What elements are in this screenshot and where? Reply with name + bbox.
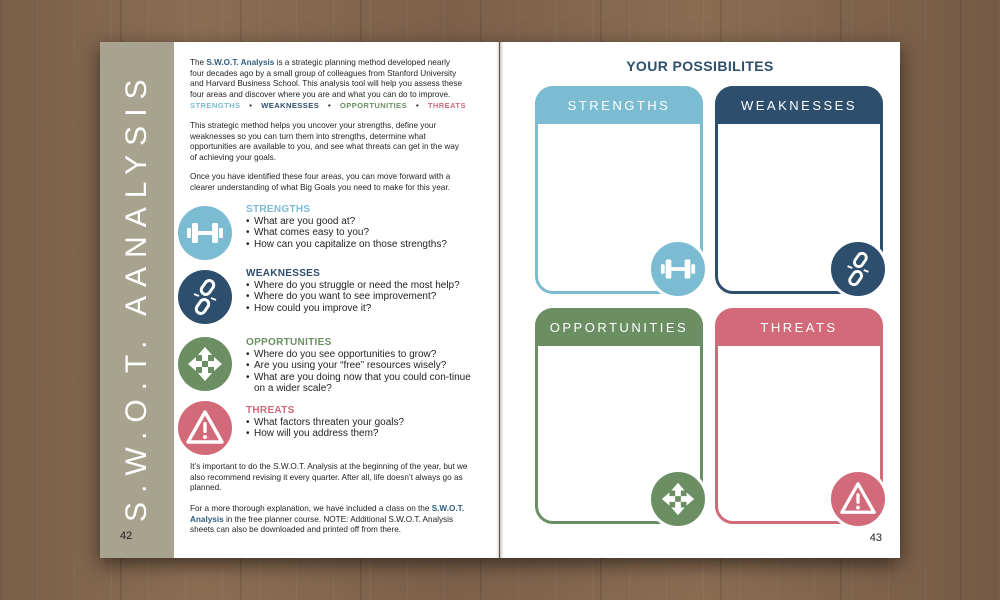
left-page <box>100 42 499 558</box>
warning-icon <box>828 469 888 529</box>
list-item: • Where do you see opportunities to grow? <box>246 349 478 360</box>
swot-course-link[interactable]: S.W.O.T. Analysis <box>190 504 464 524</box>
section-heading: STRENGTHS <box>246 204 311 215</box>
page-title: YOUR POSSIBILITES <box>626 58 774 74</box>
list-item: • What are you doing now that you could con-tinue on a wider scale? <box>246 372 478 395</box>
section-heading: THREATS <box>246 405 295 416</box>
list-item: • Where do you struggle or need the most help? <box>246 280 478 291</box>
section-heading: WEAKNESSES <box>246 268 321 279</box>
list-item: • How could you improve it? <box>246 303 478 314</box>
book-spread <box>100 42 900 558</box>
left-sidebar <box>100 42 174 558</box>
list-item: • What factors threaten your goals? <box>246 417 478 428</box>
four-way-arrows-icon <box>648 469 708 529</box>
vertical-title: S.W.O.T. AANALYSIS <box>120 70 153 522</box>
opportunities-box[interactable] <box>535 308 703 524</box>
intro-block <box>190 58 466 203</box>
paragraph-revise: It’s important to do the S.W.O.T. Analysis at the beginning of the year, but we also recommend revising it every quarter. After all, life doesn’t always go as planned. <box>190 462 468 493</box>
intro-paragraph: The S.W.O.T. Analysis is a strategic planning method developed nearly four decades ago by a small group of colleagues from Stanford University and Harvard Business School. This analysis tool will help you assess these four areas and discover where you are and what you can do to improve. STRENGTHS • WEAKNESSES • OPPORTUNITIES • THREATS <box>190 58 466 111</box>
category-strengths: STRENGTHS <box>190 101 241 111</box>
opportunities-header: OPPORTUNITIES <box>535 308 703 346</box>
list-item: • How will you address them? <box>246 428 478 439</box>
weaknesses-box[interactable] <box>715 86 883 294</box>
section-heading: OPPORTUNITIES <box>246 337 332 348</box>
category-row: STRENGTHS • WEAKNESSES • OPPORTUNITIES • THREATS <box>190 101 466 111</box>
category-opportunities: OPPORTUNITIES <box>339 101 408 111</box>
swot-highlight: S.W.O.T. Analysis <box>206 58 275 67</box>
list-item: • What comes easy to you? <box>246 227 478 238</box>
right-page <box>500 42 900 558</box>
paragraph-big-goals: Once you have identified these four areas, you can move forward with a clearer understanding of what Big Goals you need to make for this year. <box>190 172 451 192</box>
dumbbell-icon <box>178 206 232 260</box>
question-list <box>246 280 478 314</box>
category-weaknesses: WEAKNESSES <box>261 101 320 111</box>
weaknesses-header: WEAKNESSES <box>715 86 883 124</box>
broken-chain-icon <box>178 270 232 324</box>
threats-box[interactable] <box>715 308 883 524</box>
page-number-right: 43 <box>869 532 882 544</box>
list-item: • What are you good at? <box>246 216 478 227</box>
list-item: • Are you using your “free” resources wisely? <box>246 360 478 371</box>
paragraph-method: This strategic method helps you uncover your strengths, define your weaknesses so you can turn them into strengths, determine what opportunities are available to you, and see what threats can get in the way of achieving your goals. <box>190 120 459 162</box>
broken-chain-icon <box>828 239 888 299</box>
book-gutter <box>496 42 504 558</box>
category-threats: THREATS <box>427 101 466 111</box>
dumbbell-icon <box>648 239 708 299</box>
list-item: • Where do you want to see improvement? <box>246 291 478 302</box>
question-list <box>246 349 478 395</box>
threats-header: THREATS <box>715 308 883 346</box>
question-list <box>246 417 478 440</box>
four-way-arrows-icon <box>178 337 232 391</box>
strengths-box[interactable] <box>535 86 703 294</box>
warning-icon <box>178 401 232 455</box>
page-number-left: 42 <box>120 530 133 542</box>
list-item: • How can you capitalize on those strengths? <box>246 239 478 250</box>
question-list <box>246 216 478 250</box>
strengths-header: STRENGTHS <box>535 86 703 124</box>
paragraph-course: For a more thorough explanation, we have included a class on the S.W.O.T. Analysis in the free planner course. NOTE: Additional S.W.O.T. Analysis sheets can also be downloaded and printed off from there. <box>190 504 464 535</box>
